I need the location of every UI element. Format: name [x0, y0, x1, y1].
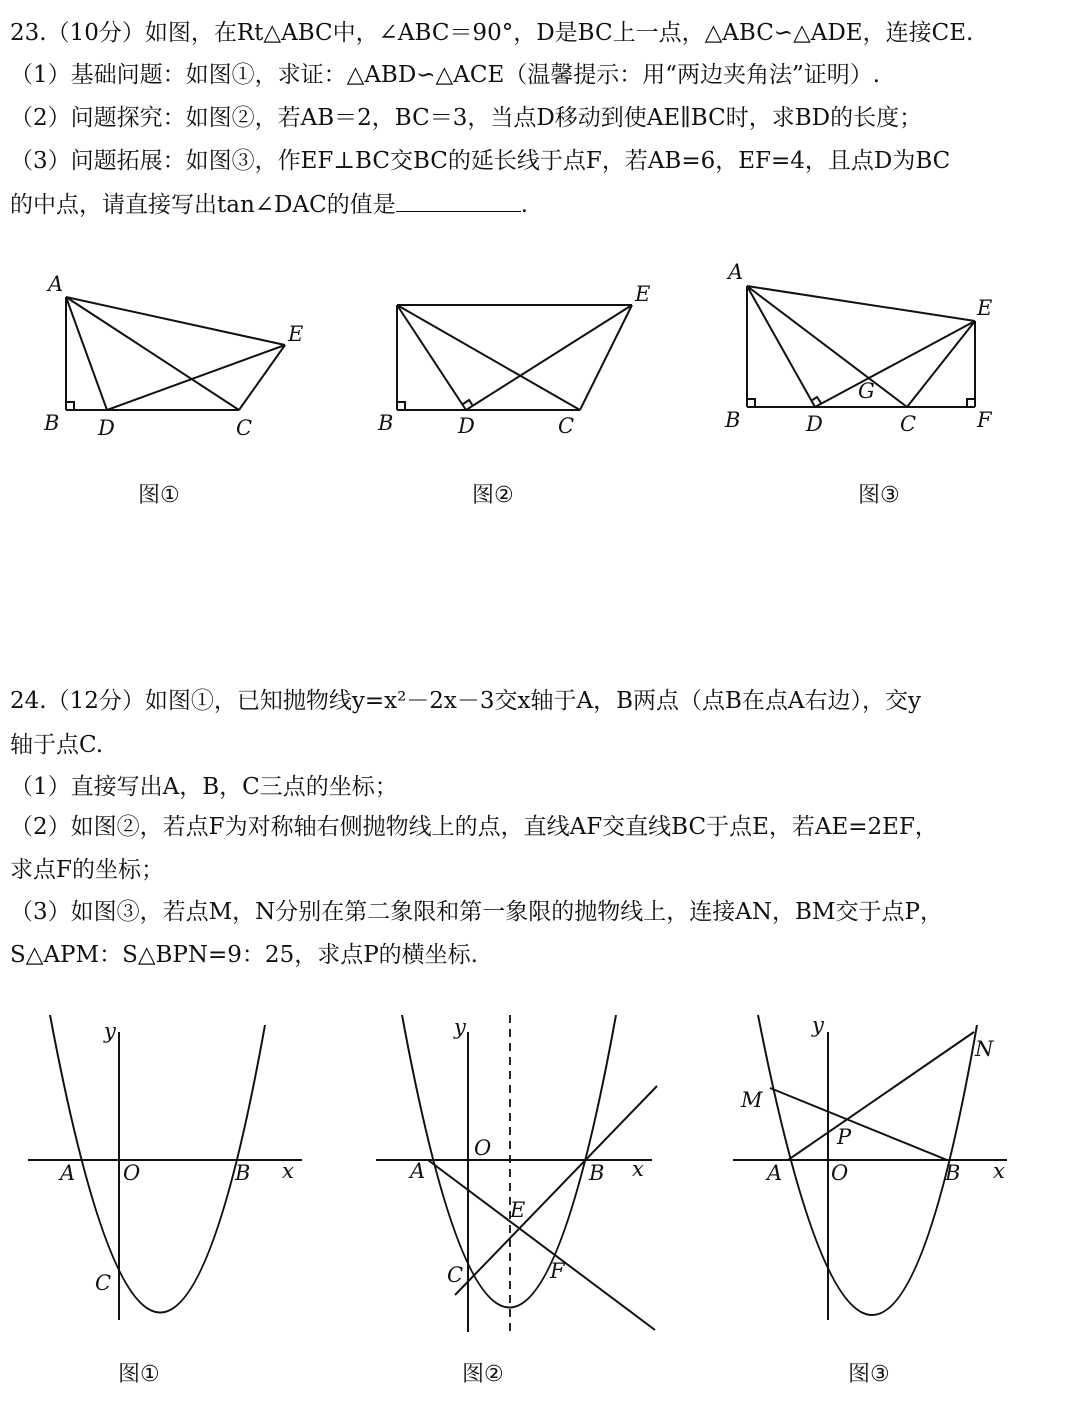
p24-part1: （1）直接写出A，B，C三点的坐标；	[10, 774, 398, 800]
fig3-label-F: F	[977, 408, 992, 432]
p24f1-label-y: y	[104, 1019, 116, 1043]
p24-part3-line1: （3）如图③，若点M，N分别在第二象限和第一象限的抛物线上，连接AN，BM交于点P，	[10, 899, 943, 925]
p24f2-label-O: O	[474, 1136, 492, 1160]
p24f3-label-P: P	[837, 1125, 852, 1149]
p24f3-label-x: x	[993, 1159, 1005, 1183]
fig2-label-C: C	[558, 414, 575, 438]
p24f1-label-A: A	[60, 1161, 76, 1185]
p23-figure-2	[370, 280, 670, 450]
p23-part3-line2	[10, 189, 528, 220]
p24-caption-1: 图①	[118, 1362, 160, 1387]
p24f2-label-C: C	[447, 1263, 464, 1287]
p24f1-label-O: O	[123, 1161, 141, 1185]
p24f3-label-y: y	[812, 1013, 824, 1037]
fig2-label-D: D	[458, 414, 475, 438]
p24f2-label-x: x	[632, 1157, 644, 1181]
p24f3-label-M: M	[741, 1088, 763, 1112]
answer-blank	[396, 189, 521, 212]
fig1-label-C: C	[236, 416, 253, 440]
p24-header-line1: 24.（12分）如图①，已知抛物线y=x²－2x－3交x轴于A，B两点（点B在点A右边），交y	[10, 688, 922, 714]
p24f1-label-C: C	[95, 1271, 112, 1295]
fig3-label-D: D	[806, 412, 823, 436]
p23-part3-line1: （3）问题拓展：如图③，作EF⊥BC交BC的延长线于点F，若AB=6，EF=4，且点D为BC	[10, 148, 951, 174]
p24f3-label-N: N	[975, 1037, 994, 1061]
p24f2-label-y: y	[454, 1015, 466, 1039]
p24f2-label-A: A	[410, 1159, 426, 1183]
p24f1-label-x: x	[282, 1159, 294, 1183]
fig2-label-B: B	[378, 411, 394, 435]
p24f3-label-O: O	[831, 1161, 849, 1185]
p24-part2-line2: 求点F的坐标；	[10, 857, 164, 883]
fig1-label-E: E	[288, 322, 304, 346]
p23-figure-3	[720, 255, 1030, 445]
p23-caption-1: 图①	[138, 483, 180, 508]
p24-caption-2: 图②	[462, 1362, 504, 1387]
fig3-label-A: A	[728, 260, 744, 284]
fig1-label-A: A	[48, 272, 64, 296]
p23-part3-end: .	[520, 192, 529, 218]
p24f2-label-F: F	[550, 1259, 565, 1283]
p23-header: 23.（10分）如图，在Rt△ABC中，∠ABC＝90°，D是BC上一点，△ABC∽△ADE，连接CE.	[10, 20, 974, 46]
fig1-label-B: B	[44, 411, 60, 435]
p24-figure-3	[725, 1010, 1025, 1330]
fig3-label-C: C	[900, 412, 917, 436]
p24f2-label-E: E	[510, 1198, 526, 1222]
p24f3-label-A: A	[767, 1161, 783, 1185]
fig2-label-E: E	[635, 282, 651, 306]
p24-header-line2: 轴于点C.	[10, 732, 104, 758]
p24-part2-line1: （2）如图②，若点F为对称轴右侧抛物线上的点，直线AF交直线BC于点E，若AE=2EF，	[10, 814, 938, 840]
p24-figure-2	[370, 1010, 670, 1340]
fig3-label-E: E	[977, 296, 993, 320]
fig3-label-G: G	[858, 379, 875, 403]
fig3-label-B: B	[725, 408, 741, 432]
p23-caption-3: 图③	[858, 483, 900, 508]
p24-caption-3: 图③	[848, 1362, 890, 1387]
p23-part2: （2）问题探究：如图②，若AB＝2，BC＝3，当点D移动到使AE∥BC时，求BD的长度；	[10, 105, 923, 131]
p24f2-label-B: B	[589, 1161, 605, 1185]
p23-part3-text: 的中点，请直接写出tan∠DAC的值是	[10, 192, 396, 218]
p23-figure-1	[30, 265, 320, 445]
fig1-label-D: D	[98, 416, 115, 440]
p23-caption-2: 图②	[472, 483, 514, 508]
p24f3-label-B: B	[945, 1161, 961, 1185]
p24f1-label-B: B	[235, 1161, 251, 1185]
p23-part1: （1）基础问题：如图①，求证：△ABD∽△ACE（温馨提示：用“两边夹角法”证明）.	[10, 62, 881, 88]
p24-figure-1	[20, 1010, 310, 1330]
p24-part3-line2: S△APM：S△BPN=9：25，求点P的横坐标.	[10, 942, 478, 968]
